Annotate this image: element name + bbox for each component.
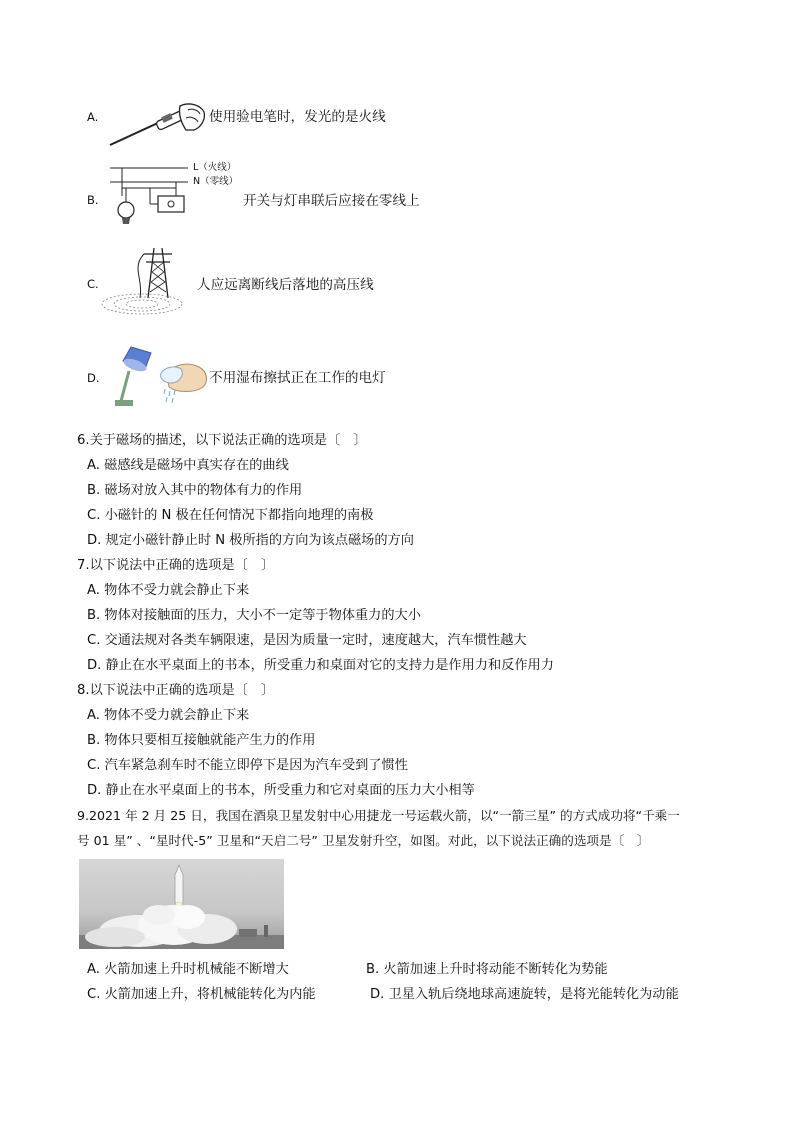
option-letter: D. (87, 371, 100, 385)
option-a: A. 磁感线是磁场中真实存在的曲线 (87, 458, 289, 473)
figure-label-live: L（火线） (193, 162, 237, 173)
question-stem: 8.以下说法中正确的选项是〔 〕 (77, 683, 275, 698)
option-text: 不用湿布擦拭正在工作的电灯 (209, 370, 386, 386)
option-letter: B. (87, 193, 99, 207)
option-c: C. 汽车紧急刹车时不能立即停下是因为汽车受到了惯性 (87, 758, 408, 773)
option-b: B. 物体只要相互接触就能产生力的作用 (87, 733, 316, 748)
desk-lamp-icon (115, 345, 210, 409)
test-pen-icon (108, 100, 208, 148)
option-d: D. 卫星入轨后绕地球高速旋转，是将光能转化为动能 (370, 987, 679, 1002)
option-c: C. 交通法规对各类车辆限速，是因为质量一定时，速度越大，汽车惯性越大 (87, 633, 527, 648)
option-text: 人应远离断线后落地的高压线 (197, 277, 374, 293)
option-c: C. 火箭加速上升，将机械能转化为内能 (87, 987, 316, 1002)
figure-label-neutral: N（零线） (193, 176, 239, 187)
option-text: 开关与灯串联后应接在零线上 (243, 193, 420, 209)
option-d: D. 规定小磁针静止时 N 极所指的方向为该点磁场的方向 (87, 533, 414, 548)
option-letter: C. (87, 277, 99, 291)
option-letter: A. (87, 110, 99, 124)
rocket-launch-photo (79, 859, 284, 949)
power-tower-icon (98, 246, 188, 318)
option-a: A. 物体不受力就会静止下来 (87, 583, 250, 598)
option-text: 使用验电笔时，发光的是火线 (209, 109, 386, 125)
option-d: D. 静止在水平桌面上的书本，所受重力和它对桌面的压力大小相等 (87, 783, 475, 798)
option-b: B. 磁场对放入其中的物体有力的作用 (87, 483, 303, 498)
circuit-diagram-icon (110, 162, 192, 232)
option-a: A. 火箭加速上升时机械能不断增大 (87, 962, 289, 977)
option-c: C. 小磁针的 N 极在任何情况下都指向地理的南极 (87, 508, 374, 523)
option-a: A. 物体不受力就会静止下来 (87, 708, 250, 723)
option-b: B. 火箭加速上升时将动能不断转化为势能 (366, 962, 608, 977)
question-stem-line-1: 9.2021 年 2 月 25 日，我国在酒泉卫星发射中心用捷龙一号运载火箭，以“一箭三星” 的方式成功将“千乘一 (77, 808, 680, 823)
question-stem: 7.以下说法中正确的选项是〔 〕 (77, 558, 275, 573)
question-stem-line-2: 号 01 星” 、“星时代-5” 卫星和“天启二号” 卫星发射升空，如图。对此，以下说法正确的选项是〔 〕 (77, 833, 650, 848)
question-stem: 6.关于磁场的描述，以下说法正确的选项是〔 〕 (77, 433, 367, 448)
option-d: D. 静止在水平桌面上的书本，所受重力和桌面对它的支持力是作用力和反作用力 (87, 658, 554, 673)
option-b: B. 物体对接触面的压力，大小不一定等于物体重力的大小 (87, 608, 421, 623)
